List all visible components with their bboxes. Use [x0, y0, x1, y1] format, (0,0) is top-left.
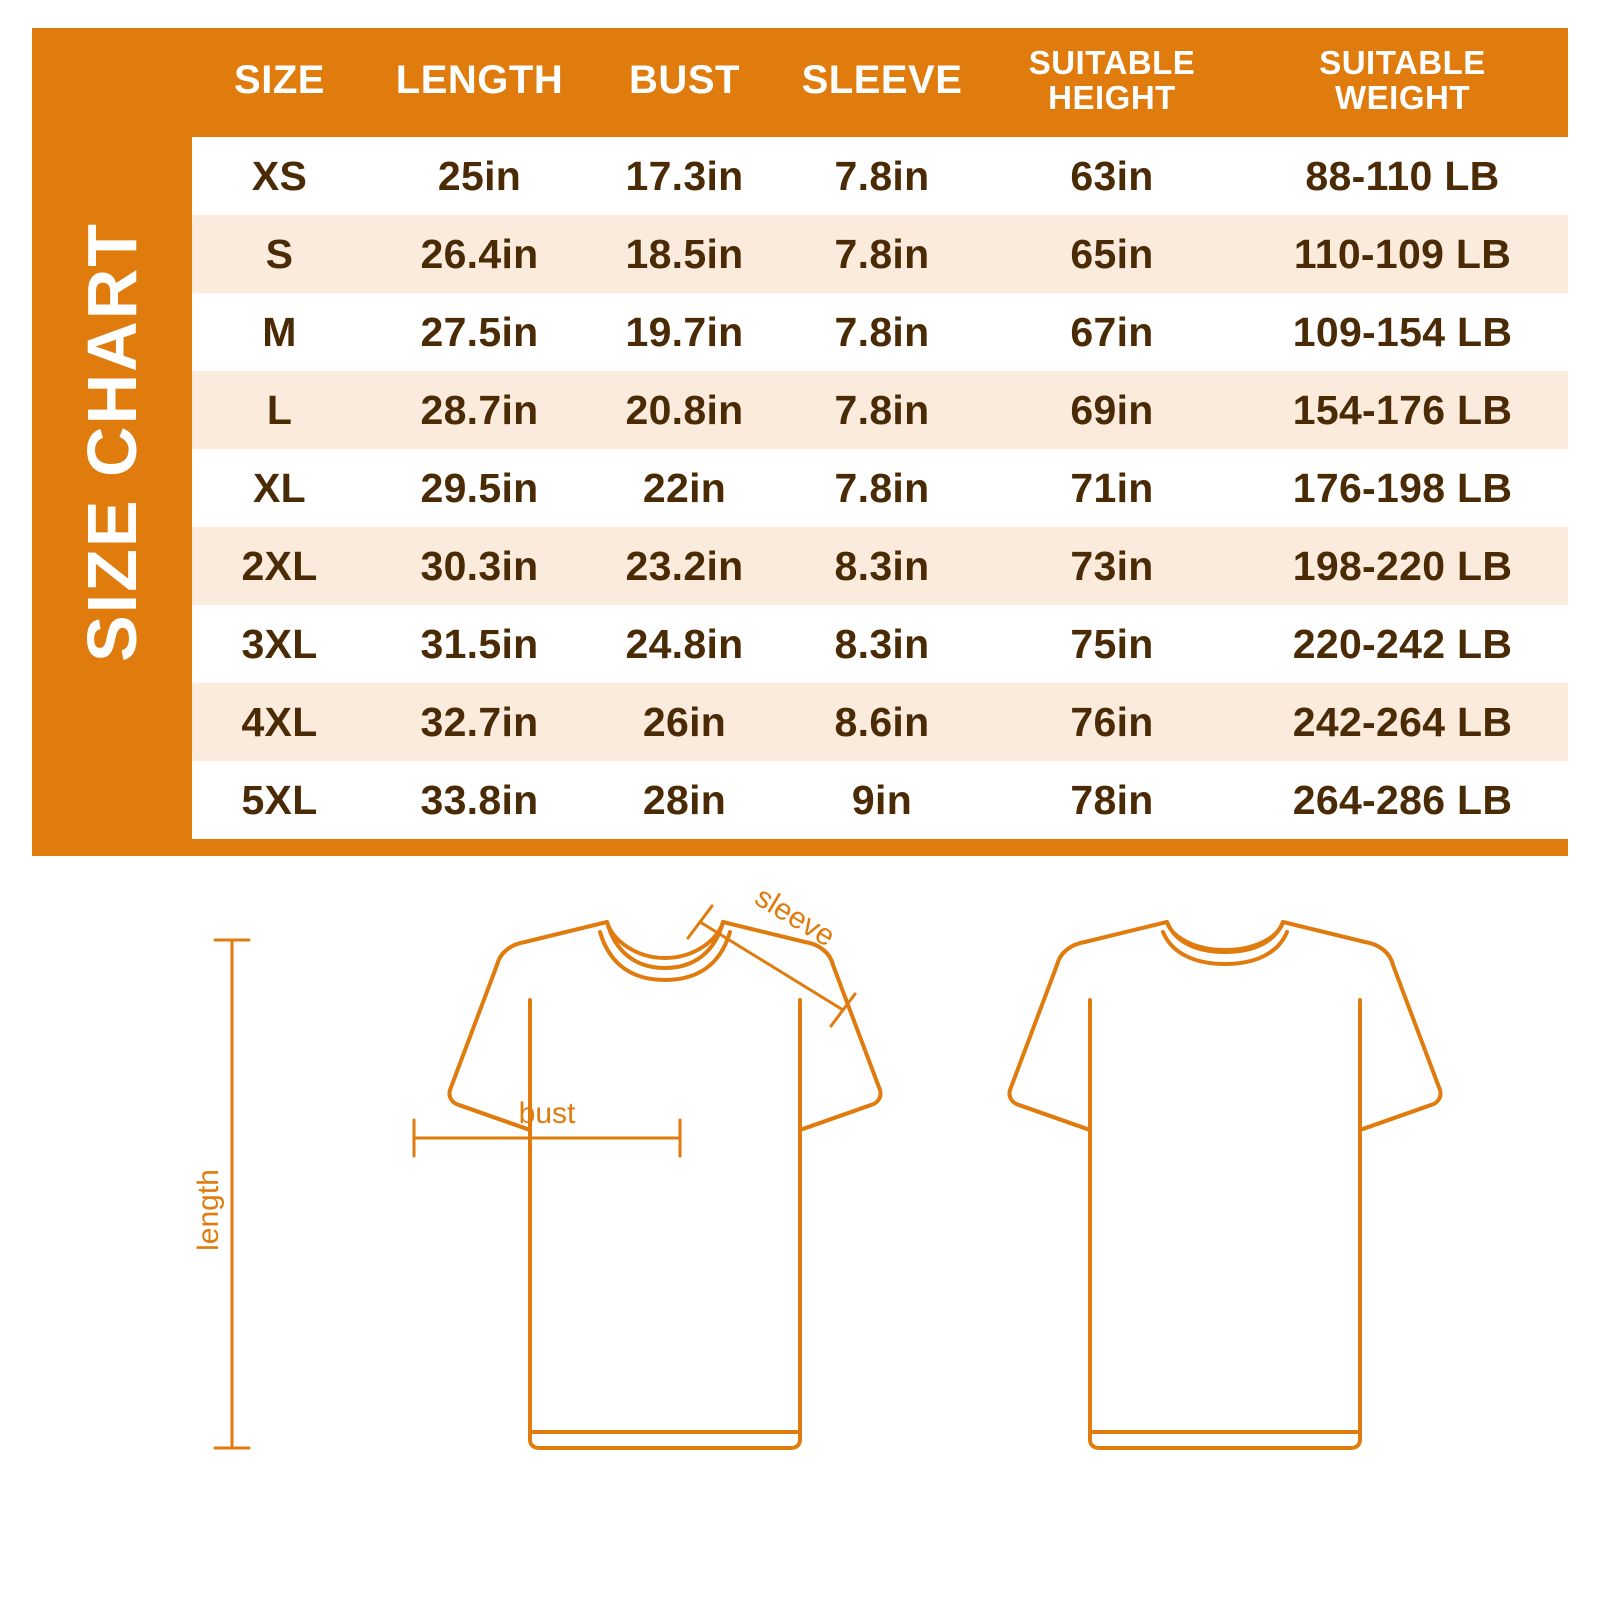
cell-size: 4XL	[192, 683, 367, 761]
cell-size: L	[192, 371, 367, 449]
cell-weight: 110-109 LB	[1237, 215, 1568, 293]
measurement-diagram	[0, 880, 1600, 1580]
table-row	[192, 293, 1568, 371]
cell-height: 71in	[987, 449, 1237, 527]
cell-size: XL	[192, 449, 367, 527]
cell-weight: 88-110 LB	[1237, 137, 1568, 215]
chart-side-title	[32, 28, 192, 856]
cell-height: 69in	[987, 371, 1237, 449]
tshirt-front-icon	[449, 922, 880, 1448]
cell-size: 2XL	[192, 527, 367, 605]
cell-size: 3XL	[192, 605, 367, 683]
cell-bust: 17.3in	[592, 137, 777, 215]
column-header-sleeve: SLEEVE	[777, 28, 987, 137]
cell-height: 76in	[987, 683, 1237, 761]
cell-bust: 28in	[592, 761, 777, 839]
column-header-size: SIZE	[192, 28, 367, 137]
cell-size: XS	[192, 137, 367, 215]
column-header-suitable-height-line1: SUITABLE	[1028, 44, 1196, 81]
size-table	[192, 28, 1568, 839]
table-body	[192, 137, 1568, 839]
page-title: SIZE CHART	[73, 222, 151, 662]
cell-sleeve: 7.8in	[777, 449, 987, 527]
tshirt-back-icon	[1009, 922, 1440, 1448]
column-header-suitable-weight-line2: WEIGHT	[1335, 78, 1470, 116]
cell-bust: 23.2in	[592, 527, 777, 605]
cell-length: 25in	[367, 137, 592, 215]
length-label: length	[192, 1169, 225, 1251]
table-row	[192, 215, 1568, 293]
table-header-row	[192, 28, 1568, 137]
cell-sleeve: 8.3in	[777, 527, 987, 605]
cell-length: 32.7in	[367, 683, 592, 761]
cell-bust: 22in	[592, 449, 777, 527]
cell-height: 75in	[987, 605, 1237, 683]
cell-bust: 24.8in	[592, 605, 777, 683]
cell-size: M	[192, 293, 367, 371]
cell-length: 30.3in	[367, 527, 592, 605]
cell-size: S	[192, 215, 367, 293]
column-header-suitable-height-line2: HEIGHT	[1048, 78, 1176, 116]
cell-bust: 26in	[592, 683, 777, 761]
table-row	[192, 605, 1568, 683]
cell-size: 5XL	[192, 761, 367, 839]
table-row	[192, 371, 1568, 449]
cell-height: 63in	[987, 137, 1237, 215]
table-row	[192, 761, 1568, 839]
sleeve-label: sleeve	[749, 880, 841, 954]
table-header	[192, 28, 1568, 137]
size-chart-block	[32, 28, 1568, 856]
column-header-suitable-weight-line1: SUITABLE	[1319, 44, 1486, 81]
cell-length: 28.7in	[367, 371, 592, 449]
column-header-suitable-weight	[1237, 28, 1568, 137]
table-row	[192, 137, 1568, 215]
cell-weight: 242-264 LB	[1237, 683, 1568, 761]
cell-height: 78in	[987, 761, 1237, 839]
cell-sleeve: 7.8in	[777, 371, 987, 449]
cell-height: 67in	[987, 293, 1237, 371]
cell-sleeve: 9in	[777, 761, 987, 839]
cell-sleeve: 8.3in	[777, 605, 987, 683]
cell-bust: 18.5in	[592, 215, 777, 293]
size-table-wrapper	[192, 28, 1568, 856]
cell-length: 27.5in	[367, 293, 592, 371]
cell-length: 26.4in	[367, 215, 592, 293]
cell-height: 65in	[987, 215, 1237, 293]
cell-weight: 198-220 LB	[1237, 527, 1568, 605]
cell-weight: 264-286 LB	[1237, 761, 1568, 839]
cell-sleeve: 7.8in	[777, 137, 987, 215]
cell-bust: 20.8in	[592, 371, 777, 449]
column-header-length: LENGTH	[367, 28, 592, 137]
column-header-bust: BUST	[592, 28, 777, 137]
cell-weight: 109-154 LB	[1237, 293, 1568, 371]
cell-bust: 19.7in	[592, 293, 777, 371]
bust-label: bust	[518, 1097, 576, 1130]
cell-length: 33.8in	[367, 761, 592, 839]
cell-weight: 154-176 LB	[1237, 371, 1568, 449]
table-row	[192, 449, 1568, 527]
cell-length: 29.5in	[367, 449, 592, 527]
cell-length: 31.5in	[367, 605, 592, 683]
table-row	[192, 683, 1568, 761]
column-header-suitable-height	[987, 28, 1237, 137]
cell-sleeve: 7.8in	[777, 215, 987, 293]
cell-height: 73in	[987, 527, 1237, 605]
cell-weight: 220-242 LB	[1237, 605, 1568, 683]
cell-sleeve: 8.6in	[777, 683, 987, 761]
cell-sleeve: 7.8in	[777, 293, 987, 371]
table-row	[192, 527, 1568, 605]
cell-weight: 176-198 LB	[1237, 449, 1568, 527]
